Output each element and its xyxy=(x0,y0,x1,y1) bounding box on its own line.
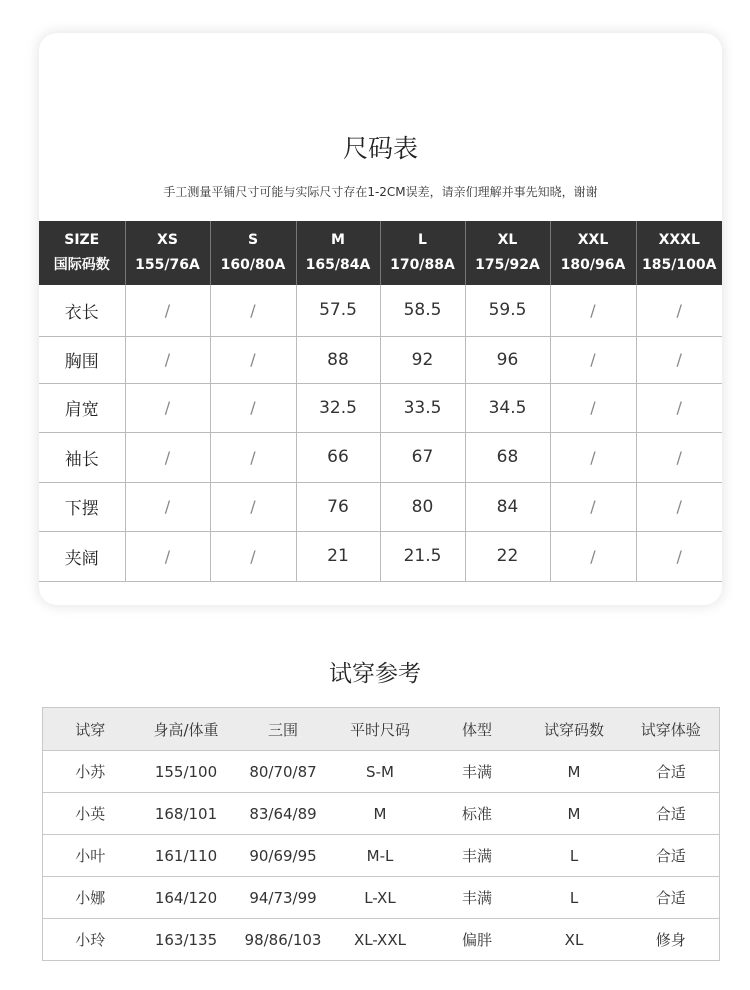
try-on-row xyxy=(43,751,720,793)
try-cell: 83/64/89 xyxy=(235,793,332,835)
try-cell: 丰满 xyxy=(429,877,526,919)
size-cell: / xyxy=(550,383,636,432)
size-cell: 59.5 xyxy=(465,285,550,336)
size-header-m: M 165/84A xyxy=(296,221,380,285)
try-cell: M-L xyxy=(332,835,429,877)
try-cell: M xyxy=(332,793,429,835)
size-cell: / xyxy=(550,285,636,336)
size-cell: 21 xyxy=(296,531,380,581)
size-cell: / xyxy=(550,336,636,383)
size-cell: / xyxy=(125,482,210,531)
try-cell: 94/73/99 xyxy=(235,877,332,919)
size-header-label: SIZE 国际码数 xyxy=(39,221,125,285)
size-cell: 34.5 xyxy=(465,383,550,432)
try-cell: 标准 xyxy=(429,793,526,835)
try-header-body-type: 体型 xyxy=(429,708,526,751)
try-on-title: 试穿参考 xyxy=(329,661,421,687)
size-header-l: L 170/88A xyxy=(380,221,465,285)
size-cell: 32.5 xyxy=(296,383,380,432)
try-on-row xyxy=(43,877,720,919)
try-cell: 合适 xyxy=(623,835,720,877)
try-header-height-weight: 身高/体重 xyxy=(138,708,235,751)
size-chart-card xyxy=(39,33,722,605)
size-cell: 84 xyxy=(465,482,550,531)
size-cell: / xyxy=(550,482,636,531)
size-cell: / xyxy=(636,383,722,432)
row-label: 肩宽 xyxy=(39,383,125,432)
try-cell: 偏胖 xyxy=(429,919,526,961)
try-cell: 164/120 xyxy=(138,877,235,919)
try-on-row xyxy=(43,793,720,835)
size-cell: / xyxy=(125,383,210,432)
size-table xyxy=(39,221,722,582)
try-on-table xyxy=(42,707,720,961)
size-cell: / xyxy=(210,383,296,432)
size-cell: / xyxy=(636,336,722,383)
size-row-armhole xyxy=(39,531,722,581)
size-cell: 67 xyxy=(380,432,465,482)
size-row-chest xyxy=(39,336,722,383)
size-cell: / xyxy=(125,531,210,581)
size-cell: / xyxy=(636,531,722,581)
size-header-row xyxy=(39,221,722,285)
try-header-measurements: 三围 xyxy=(235,708,332,751)
try-cell: 小英 xyxy=(43,793,138,835)
try-cell: 80/70/87 xyxy=(235,751,332,793)
try-cell: 合适 xyxy=(623,793,720,835)
size-cell: / xyxy=(125,336,210,383)
row-label: 袖长 xyxy=(39,432,125,482)
size-cell: / xyxy=(550,531,636,581)
size-cell: 33.5 xyxy=(380,383,465,432)
size-cell: 76 xyxy=(296,482,380,531)
size-cell: / xyxy=(210,432,296,482)
size-row-shoulder xyxy=(39,383,722,432)
row-label: 夹阔 xyxy=(39,531,125,581)
try-on-row xyxy=(43,835,720,877)
try-header-tester: 试穿 xyxy=(43,708,138,751)
try-cell: XL-XXL xyxy=(332,919,429,961)
size-cell: / xyxy=(210,285,296,336)
try-cell: 155/100 xyxy=(138,751,235,793)
try-cell: 小玲 xyxy=(43,919,138,961)
try-cell: M xyxy=(526,751,623,793)
size-cell: 96 xyxy=(465,336,550,383)
size-row-hem xyxy=(39,482,722,531)
row-label: 下摆 xyxy=(39,482,125,531)
try-cell: 修身 xyxy=(623,919,720,961)
try-cell: 小苏 xyxy=(43,751,138,793)
size-cell: 80 xyxy=(380,482,465,531)
size-header-xxxl: XXXL 185/100A xyxy=(636,221,722,285)
try-cell: 163/135 xyxy=(138,919,235,961)
try-header-tried-size: 试穿码数 xyxy=(526,708,623,751)
size-cell: 58.5 xyxy=(380,285,465,336)
measurement-note: 手工测量平铺尺寸可能与实际尺寸存在1-2CM误差，请亲们理解并事先知晓，谢谢 xyxy=(163,185,598,199)
size-cell: / xyxy=(636,482,722,531)
size-cell: 21.5 xyxy=(380,531,465,581)
try-cell: S-M xyxy=(332,751,429,793)
try-cell: 丰满 xyxy=(429,751,526,793)
try-cell: 小叶 xyxy=(43,835,138,877)
try-cell: 90/69/95 xyxy=(235,835,332,877)
size-cell: / xyxy=(636,285,722,336)
try-cell: M xyxy=(526,793,623,835)
size-header-xl: XL 175/92A xyxy=(465,221,550,285)
size-header-xs: XS 155/76A xyxy=(125,221,210,285)
try-cell: 98/86/103 xyxy=(235,919,332,961)
try-on-header-row xyxy=(43,708,720,751)
size-cell: 68 xyxy=(465,432,550,482)
size-row-length xyxy=(39,285,722,336)
size-header-xxl: XXL 180/96A xyxy=(550,221,636,285)
try-cell: 168/101 xyxy=(138,793,235,835)
try-cell: XL xyxy=(526,919,623,961)
size-cell: / xyxy=(210,482,296,531)
size-cell: / xyxy=(550,432,636,482)
try-cell: 小娜 xyxy=(43,877,138,919)
size-cell: 88 xyxy=(296,336,380,383)
try-header-experience: 试穿体验 xyxy=(623,708,720,751)
size-cell: / xyxy=(636,432,722,482)
size-cell: / xyxy=(125,432,210,482)
size-cell: / xyxy=(125,285,210,336)
try-cell: 合适 xyxy=(623,751,720,793)
try-cell: 161/110 xyxy=(138,835,235,877)
try-cell: 丰满 xyxy=(429,835,526,877)
try-header-usual-size: 平时尺码 xyxy=(332,708,429,751)
size-cell: 22 xyxy=(465,531,550,581)
try-cell: 合适 xyxy=(623,877,720,919)
size-cell: 92 xyxy=(380,336,465,383)
size-cell: / xyxy=(210,531,296,581)
size-row-sleeve xyxy=(39,432,722,482)
size-header-s: S 160/80A xyxy=(210,221,296,285)
try-cell: L-XL xyxy=(332,877,429,919)
try-on-row xyxy=(43,919,720,961)
row-label: 胸围 xyxy=(39,336,125,383)
size-cell: / xyxy=(210,336,296,383)
try-cell: L xyxy=(526,835,623,877)
size-cell: 66 xyxy=(296,432,380,482)
size-chart-title: 尺码表 xyxy=(342,134,418,163)
try-cell: L xyxy=(526,877,623,919)
size-cell: 57.5 xyxy=(296,285,380,336)
row-label: 衣长 xyxy=(39,285,125,336)
